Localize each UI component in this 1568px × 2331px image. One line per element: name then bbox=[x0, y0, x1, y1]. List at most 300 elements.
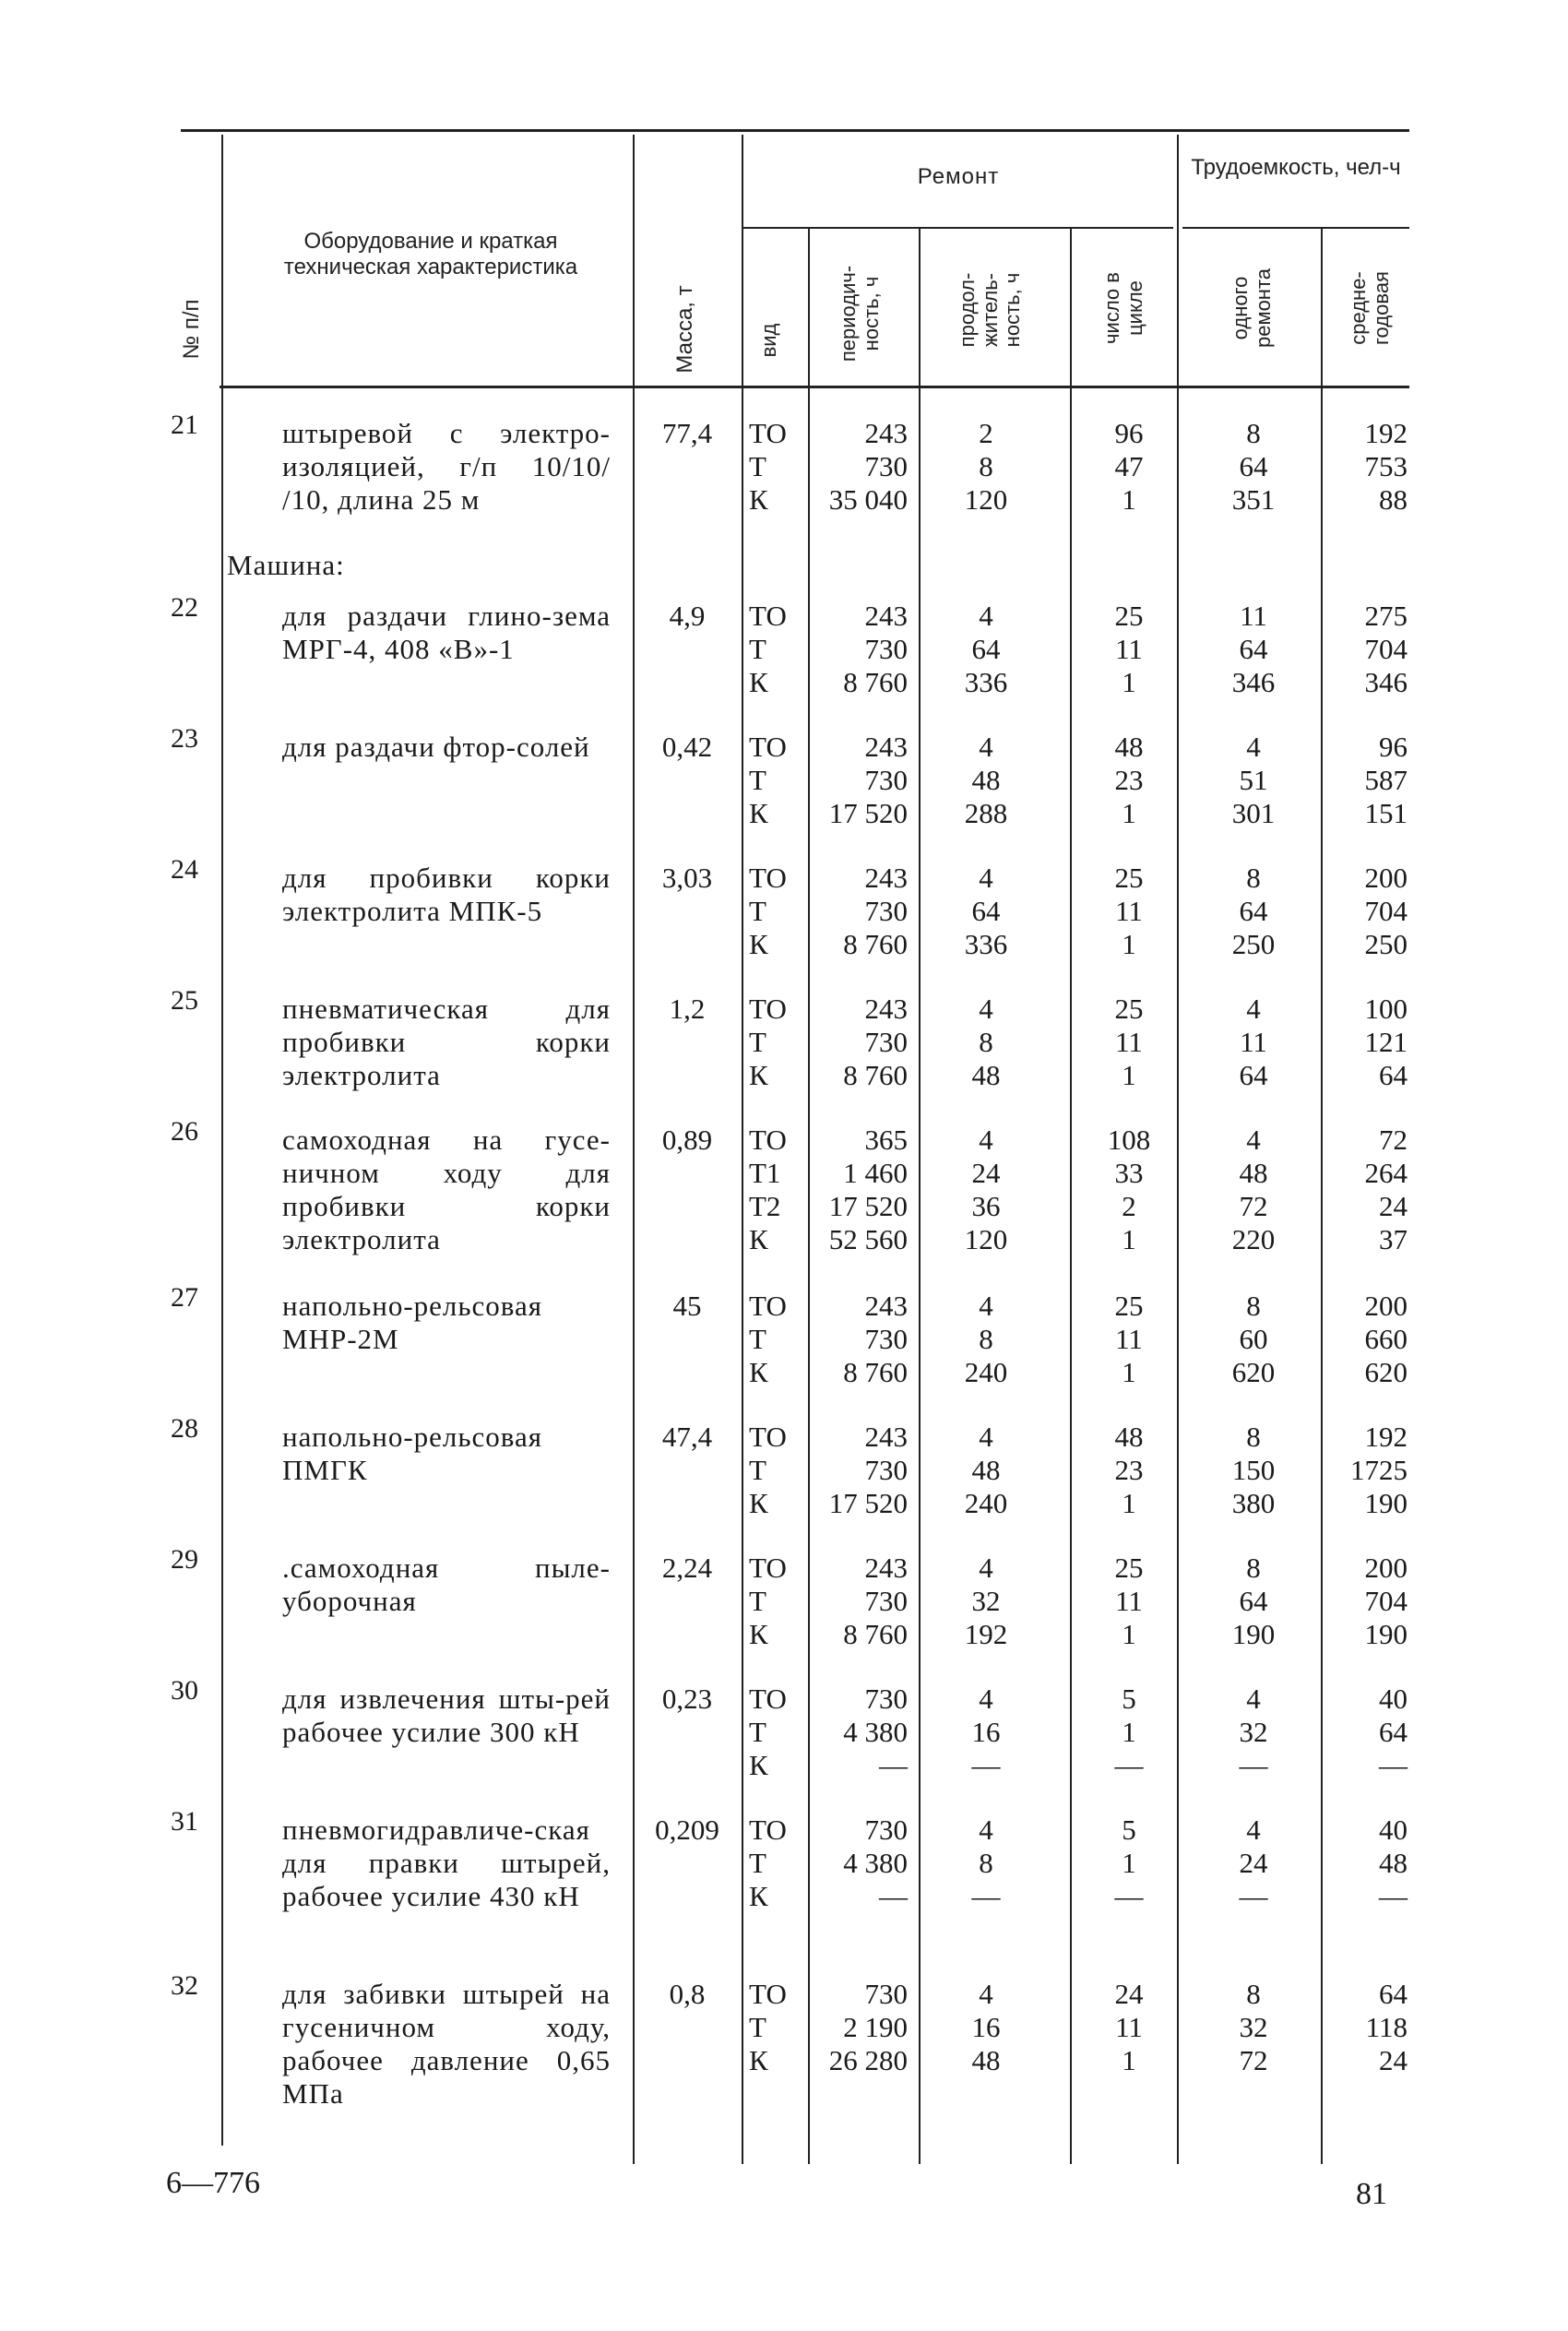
row-number: 25 bbox=[171, 985, 198, 1016]
equipment-description: .самоходная пыле-уборочная bbox=[282, 1552, 611, 1617]
repair-type: К bbox=[749, 1059, 768, 1091]
labor-annual: 200 bbox=[1364, 862, 1408, 894]
col-rule-3 bbox=[742, 135, 743, 2164]
cycle-count-cell bbox=[1074, 1290, 1184, 1389]
labor-one-repair: 64 bbox=[1239, 895, 1268, 927]
equipment-description: для забивки штырей на гусеничном ходу, рабочее давление 0,65 МПа bbox=[282, 1978, 611, 2110]
labor-annual-cell bbox=[1328, 1683, 1408, 1782]
repair-type: Т1 bbox=[749, 1157, 781, 1189]
periodicity-value: 243 bbox=[864, 417, 908, 449]
cycle-count: — bbox=[1114, 1749, 1144, 1781]
labor-one-repair: 60 bbox=[1239, 1323, 1268, 1355]
labor-annual-cell bbox=[1328, 1124, 1408, 1256]
cycle-count: 25 bbox=[1114, 1290, 1144, 1322]
periodicity-value: 26 280 bbox=[828, 2044, 908, 2076]
labor-annual-cell bbox=[1328, 731, 1408, 830]
cycle-count: 1 bbox=[1122, 1223, 1136, 1255]
col-rule-6 bbox=[1070, 229, 1072, 2164]
header-bottom-rule bbox=[220, 386, 1409, 388]
cycle-count: 1 bbox=[1122, 1847, 1136, 1879]
repair-type: Т bbox=[749, 2011, 766, 2043]
labor-one-repair: 346 bbox=[1231, 666, 1276, 698]
row-number: 21 bbox=[171, 410, 198, 440]
header-vid: вид bbox=[757, 323, 780, 358]
duration-value: 4 bbox=[979, 1290, 993, 1322]
labor-one-repair-cell bbox=[1190, 1421, 1317, 1520]
repair-type-cell bbox=[749, 1552, 804, 1651]
periodicity-value: 8 760 bbox=[843, 666, 908, 698]
labor-annual: 192 bbox=[1364, 417, 1408, 449]
mass-value: 0,23 bbox=[661, 1683, 713, 1715]
labor-one-repair-cell bbox=[1190, 600, 1317, 699]
periodicity-value-cell bbox=[810, 417, 908, 517]
cycle-count: — bbox=[1114, 1880, 1144, 1912]
labor-one-repair: 72 bbox=[1239, 1190, 1268, 1222]
header-annual: средне- годовая bbox=[1347, 271, 1393, 345]
repair-type: ТО bbox=[749, 417, 787, 449]
labor-annual: 704 bbox=[1364, 1585, 1408, 1617]
labor-one-repair: 72 bbox=[1239, 2044, 1268, 2076]
mass-value: 3,03 bbox=[661, 862, 713, 894]
duration-value: 4 bbox=[979, 1814, 993, 1846]
periodicity-value: — bbox=[879, 1749, 908, 1781]
labor-annual: 40 bbox=[1379, 1814, 1408, 1846]
duration-value: 120 bbox=[964, 1223, 1008, 1255]
repair-type: К bbox=[749, 483, 768, 516]
labor-one-repair: 48 bbox=[1239, 1157, 1268, 1189]
labor-one-repair: 220 bbox=[1231, 1223, 1276, 1255]
cycle-count: 23 bbox=[1114, 764, 1144, 796]
periodicity-value: 243 bbox=[864, 993, 908, 1025]
cycle-count: 11 bbox=[1115, 1323, 1143, 1355]
repair-type: Т bbox=[749, 1585, 766, 1617]
repair-type-cell bbox=[749, 417, 804, 517]
cycle-count: 25 bbox=[1114, 862, 1144, 894]
cycle-count: 1 bbox=[1122, 1618, 1136, 1650]
duration-value: 240 bbox=[964, 1487, 1008, 1519]
repair-type-cell bbox=[749, 1814, 804, 1913]
labor-one-repair: 4 bbox=[1246, 993, 1261, 1025]
repair-type: Т bbox=[749, 1847, 766, 1879]
labor-one-repair: 620 bbox=[1231, 1356, 1276, 1388]
mass-value: 2,24 bbox=[661, 1552, 713, 1584]
repair-type-cell bbox=[749, 1290, 804, 1389]
repair-type: ТО bbox=[749, 1552, 787, 1584]
labor-one-repair-cell bbox=[1190, 993, 1317, 1092]
periodicity-value: 243 bbox=[864, 600, 908, 632]
duration-value: 2 bbox=[979, 417, 993, 449]
duration-value: 4 bbox=[979, 862, 993, 894]
repair-type: ТО bbox=[749, 1978, 787, 2010]
equipment-description: штыревой с электро-изоляцией, г/п 10/10/ /10, длина 25 м bbox=[282, 417, 611, 516]
labor-one-repair: 64 bbox=[1239, 1585, 1268, 1617]
labor-annual: — bbox=[1379, 1880, 1408, 1912]
labor-one-repair: 8 bbox=[1246, 1978, 1261, 2010]
repair-type: Т bbox=[749, 764, 766, 796]
equipment-description: для извлечения шты-рей рабочее усилие 300 кН bbox=[282, 1683, 611, 1748]
repair-type: ТО bbox=[749, 600, 787, 632]
mass-value: 0,8 bbox=[669, 1978, 706, 2010]
cycle-count-cell bbox=[1074, 1421, 1184, 1520]
cycle-count: 48 bbox=[1114, 731, 1144, 763]
equipment-description: для раздачи глино-зема МРГ-4, 408 «В»-1 bbox=[282, 600, 611, 665]
cycle-count: 48 bbox=[1114, 1421, 1144, 1453]
periodicity-value: 35 040 bbox=[828, 483, 908, 516]
periodicity-value: 730 bbox=[864, 1585, 908, 1617]
repair-type-cell bbox=[749, 1978, 804, 2077]
labor-annual: 190 bbox=[1364, 1618, 1408, 1650]
labor-annual: 200 bbox=[1364, 1552, 1408, 1584]
duration-value: 48 bbox=[971, 1454, 1001, 1486]
periodicity-value-cell bbox=[810, 1978, 908, 2077]
duration-value-cell bbox=[922, 417, 1050, 517]
labor-annual: 753 bbox=[1364, 450, 1408, 482]
cycle-count-cell bbox=[1074, 1978, 1184, 2077]
cycle-count-cell bbox=[1074, 600, 1184, 699]
header-equipment: Оборудование и краткая техническая характеристика bbox=[283, 229, 578, 279]
cycle-count: 33 bbox=[1114, 1157, 1144, 1189]
labor-annual: 121 bbox=[1364, 1026, 1408, 1058]
col-rule-5 bbox=[919, 229, 921, 2164]
labor-annual-cell bbox=[1328, 417, 1408, 517]
periodicity-value-cell bbox=[810, 1814, 908, 1913]
periodicity-value: 2 190 bbox=[843, 2011, 908, 2043]
labor-one-repair-cell bbox=[1190, 1814, 1317, 1913]
periodicity-value: 730 bbox=[864, 450, 908, 482]
cycle-count: 47 bbox=[1114, 450, 1144, 482]
labor-one-repair-cell bbox=[1190, 1552, 1317, 1651]
duration-value: 24 bbox=[971, 1157, 1001, 1189]
duration-value: 4 bbox=[979, 1978, 993, 2010]
duration-value: 120 bbox=[964, 483, 1008, 516]
duration-value: 4 bbox=[979, 1421, 993, 1453]
duration-value: 4 bbox=[979, 731, 993, 763]
labor-annual: 40 bbox=[1379, 1683, 1408, 1715]
repair-type: ТО bbox=[749, 731, 787, 763]
periodicity-value-cell bbox=[810, 1683, 908, 1782]
labor-annual: 100 bbox=[1364, 993, 1408, 1025]
periodicity-value: 730 bbox=[864, 1683, 908, 1715]
repair-type: Т bbox=[749, 633, 766, 665]
row-number: 30 bbox=[171, 1675, 198, 1706]
mass-value: 45 bbox=[672, 1290, 702, 1322]
periodicity-value: 8 760 bbox=[843, 928, 908, 960]
cycle-count: 11 bbox=[1115, 2011, 1143, 2043]
periodicity-value: 730 bbox=[864, 895, 908, 927]
equipment-description: самоходная на гусе-ничном ходу для пробивки корки электролита bbox=[282, 1124, 611, 1255]
labor-one-repair: 8 bbox=[1246, 1290, 1261, 1322]
duration-value-cell bbox=[922, 1552, 1050, 1651]
row-number: 27 bbox=[171, 1282, 198, 1313]
periodicity-value-cell bbox=[810, 731, 908, 830]
labor-one-repair: 4 bbox=[1246, 731, 1261, 763]
cycle-count: 1 bbox=[1122, 797, 1136, 829]
row-number: 24 bbox=[171, 854, 198, 885]
labor-one-repair: 190 bbox=[1231, 1618, 1276, 1650]
row-number: 29 bbox=[171, 1544, 198, 1575]
labor-one-repair: 4 bbox=[1246, 1124, 1261, 1156]
labor-one-repair: — bbox=[1239, 1749, 1268, 1781]
page-number: 81 bbox=[1356, 2177, 1387, 2211]
labor-annual-cell bbox=[1328, 1421, 1408, 1520]
labor-one-repair: 64 bbox=[1239, 1059, 1268, 1091]
labor-annual: 620 bbox=[1364, 1356, 1408, 1388]
labor-annual: 151 bbox=[1364, 797, 1408, 829]
duration-value: 4 bbox=[979, 600, 993, 632]
mass-value: 0,209 bbox=[655, 1814, 719, 1846]
cycle-count: 25 bbox=[1114, 600, 1144, 632]
labor-one-repair: 32 bbox=[1239, 1716, 1268, 1748]
periodicity-value: 4 380 bbox=[843, 1847, 908, 1879]
labor-annual-cell bbox=[1328, 1814, 1408, 1913]
cycle-count: 5 bbox=[1122, 1683, 1136, 1715]
duration-value-cell bbox=[922, 1978, 1050, 2077]
labor-one-repair: 250 bbox=[1231, 928, 1276, 960]
repair-type: К bbox=[749, 1880, 768, 1912]
col-rule-2 bbox=[633, 135, 635, 2164]
periodicity-value: — bbox=[879, 1880, 908, 1912]
cycle-count-cell bbox=[1074, 1552, 1184, 1651]
duration-value: 48 bbox=[971, 764, 1001, 796]
periodicity-value-cell bbox=[810, 862, 908, 961]
labor-one-repair: 64 bbox=[1239, 450, 1268, 482]
duration-value: 16 bbox=[971, 2011, 1001, 2043]
duration-value: 336 bbox=[964, 928, 1008, 960]
periodicity-value: 8 760 bbox=[843, 1356, 908, 1388]
labor-annual: 64 bbox=[1379, 1978, 1408, 2010]
repair-type: ТО bbox=[749, 1683, 787, 1715]
duration-value: 8 bbox=[979, 1323, 993, 1355]
cycle-count: 11 bbox=[1115, 895, 1143, 927]
row-number: 31 bbox=[171, 1806, 198, 1837]
duration-value: 8 bbox=[979, 1847, 993, 1879]
duration-value: 64 bbox=[971, 633, 1001, 665]
duration-value: 4 bbox=[979, 993, 993, 1025]
duration-value: 4 bbox=[979, 1124, 993, 1156]
header-num: № п/п bbox=[179, 299, 204, 360]
header-cycle: число в цикле bbox=[1100, 272, 1146, 344]
labor-annual: 1725 bbox=[1350, 1454, 1408, 1486]
cycle-count: 1 bbox=[1122, 1487, 1136, 1519]
duration-value-cell bbox=[922, 993, 1050, 1092]
periodicity-value: 243 bbox=[864, 1421, 908, 1453]
labor-annual: 37 bbox=[1379, 1223, 1408, 1255]
repair-type: ТО bbox=[749, 1124, 787, 1156]
duration-value-cell bbox=[922, 1290, 1050, 1389]
periodicity-value: 365 bbox=[864, 1124, 908, 1156]
cycle-count-cell bbox=[1074, 1814, 1184, 1913]
duration-value-cell bbox=[922, 731, 1050, 830]
duration-value-cell bbox=[922, 1814, 1050, 1913]
repair-type-cell bbox=[749, 731, 804, 830]
labor-annual: 24 bbox=[1379, 1190, 1408, 1222]
periodicity-value: 243 bbox=[864, 1290, 908, 1322]
labor-annual-cell bbox=[1328, 993, 1408, 1092]
cycle-count-cell bbox=[1074, 1124, 1184, 1256]
mass-value: 47,4 bbox=[661, 1421, 713, 1453]
duration-value: — bbox=[971, 1880, 1001, 1912]
labor-annual: 88 bbox=[1379, 483, 1408, 516]
labor-one-repair-cell bbox=[1190, 731, 1317, 830]
footer-code: 6—776 bbox=[166, 2166, 260, 2200]
repair-type-cell bbox=[749, 1124, 804, 1256]
cycle-count: 24 bbox=[1114, 1978, 1144, 2010]
cycle-count: 1 bbox=[1122, 1716, 1136, 1748]
repair-type: Т bbox=[749, 1454, 766, 1486]
cycle-count-cell bbox=[1074, 731, 1184, 830]
cycle-count: 25 bbox=[1114, 993, 1144, 1025]
duration-value-cell bbox=[922, 1124, 1050, 1256]
repair-type: ТО bbox=[749, 993, 787, 1025]
labor-one-repair: 24 bbox=[1239, 1847, 1268, 1879]
duration-value: 48 bbox=[971, 1059, 1001, 1091]
labor-annual: — bbox=[1379, 1749, 1408, 1781]
labor-annual: 48 bbox=[1379, 1847, 1408, 1879]
duration-value-cell bbox=[922, 1421, 1050, 1520]
labor-annual-cell bbox=[1328, 862, 1408, 961]
header-repair-group: Ремонт bbox=[917, 164, 1000, 189]
repair-type-cell bbox=[749, 862, 804, 961]
equipment-description: для пробивки корки электролита МПК-5 bbox=[282, 862, 611, 927]
cycle-count: 2 bbox=[1122, 1190, 1136, 1222]
repair-type: К bbox=[749, 1618, 768, 1650]
duration-value: 8 bbox=[979, 450, 993, 482]
labor-annual: 192 bbox=[1364, 1421, 1408, 1453]
duration-value: 32 bbox=[971, 1585, 1001, 1617]
header-periodicity: периодич- ность, ч bbox=[837, 265, 883, 363]
labor-one-repair: 51 bbox=[1239, 764, 1268, 796]
labor-annual: 704 bbox=[1364, 895, 1408, 927]
repair-type: К bbox=[749, 666, 768, 698]
labor-one-repair-cell bbox=[1190, 1290, 1317, 1389]
duration-value: 64 bbox=[971, 895, 1001, 927]
labor-annual-cell bbox=[1328, 600, 1408, 699]
labor-one-repair: 4 bbox=[1246, 1814, 1261, 1846]
periodicity-value: 730 bbox=[864, 1978, 908, 2010]
labor-one-repair-cell bbox=[1190, 1978, 1317, 2077]
cycle-count: 1 bbox=[1122, 928, 1136, 960]
repair-type: ТО bbox=[749, 862, 787, 894]
row-number: 22 bbox=[171, 592, 198, 623]
labor-one-repair: 351 bbox=[1231, 483, 1276, 516]
repair-type: ТО bbox=[749, 1421, 787, 1453]
duration-value: — bbox=[971, 1749, 1001, 1781]
repair-type-cell bbox=[749, 600, 804, 699]
labor-one-repair: 32 bbox=[1239, 2011, 1268, 2043]
periodicity-value: 730 bbox=[864, 1026, 908, 1058]
periodicity-value: 730 bbox=[864, 633, 908, 665]
duration-value: 240 bbox=[964, 1356, 1008, 1388]
cycle-count: 1 bbox=[1122, 1356, 1136, 1388]
periodicity-value-cell bbox=[810, 1124, 908, 1256]
cycle-count: 1 bbox=[1122, 2044, 1136, 2076]
labor-annual: 190 bbox=[1364, 1487, 1408, 1519]
duration-value: 48 bbox=[971, 2044, 1001, 2076]
labor-one-repair: 380 bbox=[1231, 1487, 1276, 1519]
periodicity-value: 243 bbox=[864, 862, 908, 894]
cycle-count: 23 bbox=[1114, 1454, 1144, 1486]
periodicity-value: 8 760 bbox=[843, 1618, 908, 1650]
labor-annual: 346 bbox=[1364, 666, 1408, 698]
duration-value-cell bbox=[922, 862, 1050, 961]
labor-annual: 275 bbox=[1364, 600, 1408, 632]
duration-value: 192 bbox=[964, 1618, 1008, 1650]
periodicity-value: 17 520 bbox=[828, 1190, 908, 1222]
periodicity-value: 730 bbox=[864, 1814, 908, 1846]
labor-one-repair: 8 bbox=[1246, 1552, 1261, 1584]
equipment-description: напольно-рельсовая МНР-2М bbox=[282, 1290, 543, 1355]
labor-one-repair: 64 bbox=[1239, 633, 1268, 665]
repair-type: К bbox=[749, 1356, 768, 1388]
cycle-count: 11 bbox=[1115, 633, 1143, 665]
labor-annual: 660 bbox=[1364, 1323, 1408, 1355]
duration-value: 4 bbox=[979, 1552, 993, 1584]
duration-value: 36 bbox=[971, 1190, 1001, 1222]
duration-value-cell bbox=[922, 600, 1050, 699]
labor-one-repair: 4 bbox=[1246, 1683, 1261, 1715]
row-number: 26 bbox=[171, 1116, 198, 1147]
periodicity-value: 17 520 bbox=[828, 797, 908, 829]
repair-type: Т2 bbox=[749, 1190, 781, 1222]
labor-one-repair: 11 bbox=[1240, 1026, 1267, 1058]
labor-one-repair-cell bbox=[1190, 1124, 1317, 1256]
repair-type: К bbox=[749, 797, 768, 829]
periodicity-value-cell bbox=[810, 993, 908, 1092]
repair-type: К bbox=[749, 1487, 768, 1519]
cycle-count: 1 bbox=[1122, 1059, 1136, 1091]
cycle-count: 108 bbox=[1107, 1124, 1151, 1156]
periodicity-value-cell bbox=[810, 1552, 908, 1651]
cycle-count: 1 bbox=[1122, 666, 1136, 698]
repair-type: Т bbox=[749, 895, 766, 927]
col-rule-8 bbox=[1321, 229, 1323, 2164]
repair-type: Т bbox=[749, 450, 766, 482]
labor-annual: 72 bbox=[1379, 1124, 1408, 1156]
duration-value: 336 bbox=[964, 666, 1008, 698]
labor-annual: 64 bbox=[1379, 1716, 1408, 1748]
repair-type: Т bbox=[749, 1716, 766, 1748]
repair-type-cell bbox=[749, 1421, 804, 1520]
repair-type: Т bbox=[749, 1323, 766, 1355]
labor-annual: 250 bbox=[1364, 928, 1408, 960]
cycle-count: 5 bbox=[1122, 1814, 1136, 1846]
row-number: 28 bbox=[171, 1413, 198, 1444]
repair-type: ТО bbox=[749, 1814, 787, 1846]
periodicity-value: 52 560 bbox=[828, 1223, 908, 1255]
labor-one-repair: 8 bbox=[1246, 417, 1261, 449]
header-labor-group: Трудоемкость, чел-ч bbox=[1191, 155, 1401, 180]
labor-one-repair: — bbox=[1239, 1880, 1268, 1912]
repair-type: ТО bbox=[749, 1290, 787, 1322]
repair-type-cell bbox=[749, 1683, 804, 1782]
labor-one-repair-cell bbox=[1190, 417, 1317, 517]
col-rule-1 bbox=[221, 135, 223, 2146]
labor-group-rule bbox=[1182, 227, 1409, 229]
periodicity-value: 243 bbox=[864, 1552, 908, 1584]
labor-one-repair: 8 bbox=[1246, 1421, 1261, 1453]
labor-annual-cell bbox=[1328, 1290, 1408, 1389]
repair-type: Т bbox=[749, 1026, 766, 1058]
cycle-count: 1 bbox=[1122, 483, 1136, 516]
labor-annual: 587 bbox=[1364, 764, 1408, 796]
periodicity-value: 730 bbox=[864, 1323, 908, 1355]
labor-annual: 64 bbox=[1379, 1059, 1408, 1091]
periodicity-value: 8 760 bbox=[843, 1059, 908, 1091]
mass-value: 77,4 bbox=[661, 417, 713, 449]
repair-type: К bbox=[749, 928, 768, 960]
header-mass: Масса, т bbox=[672, 285, 697, 374]
periodicity-value-cell bbox=[810, 600, 908, 699]
